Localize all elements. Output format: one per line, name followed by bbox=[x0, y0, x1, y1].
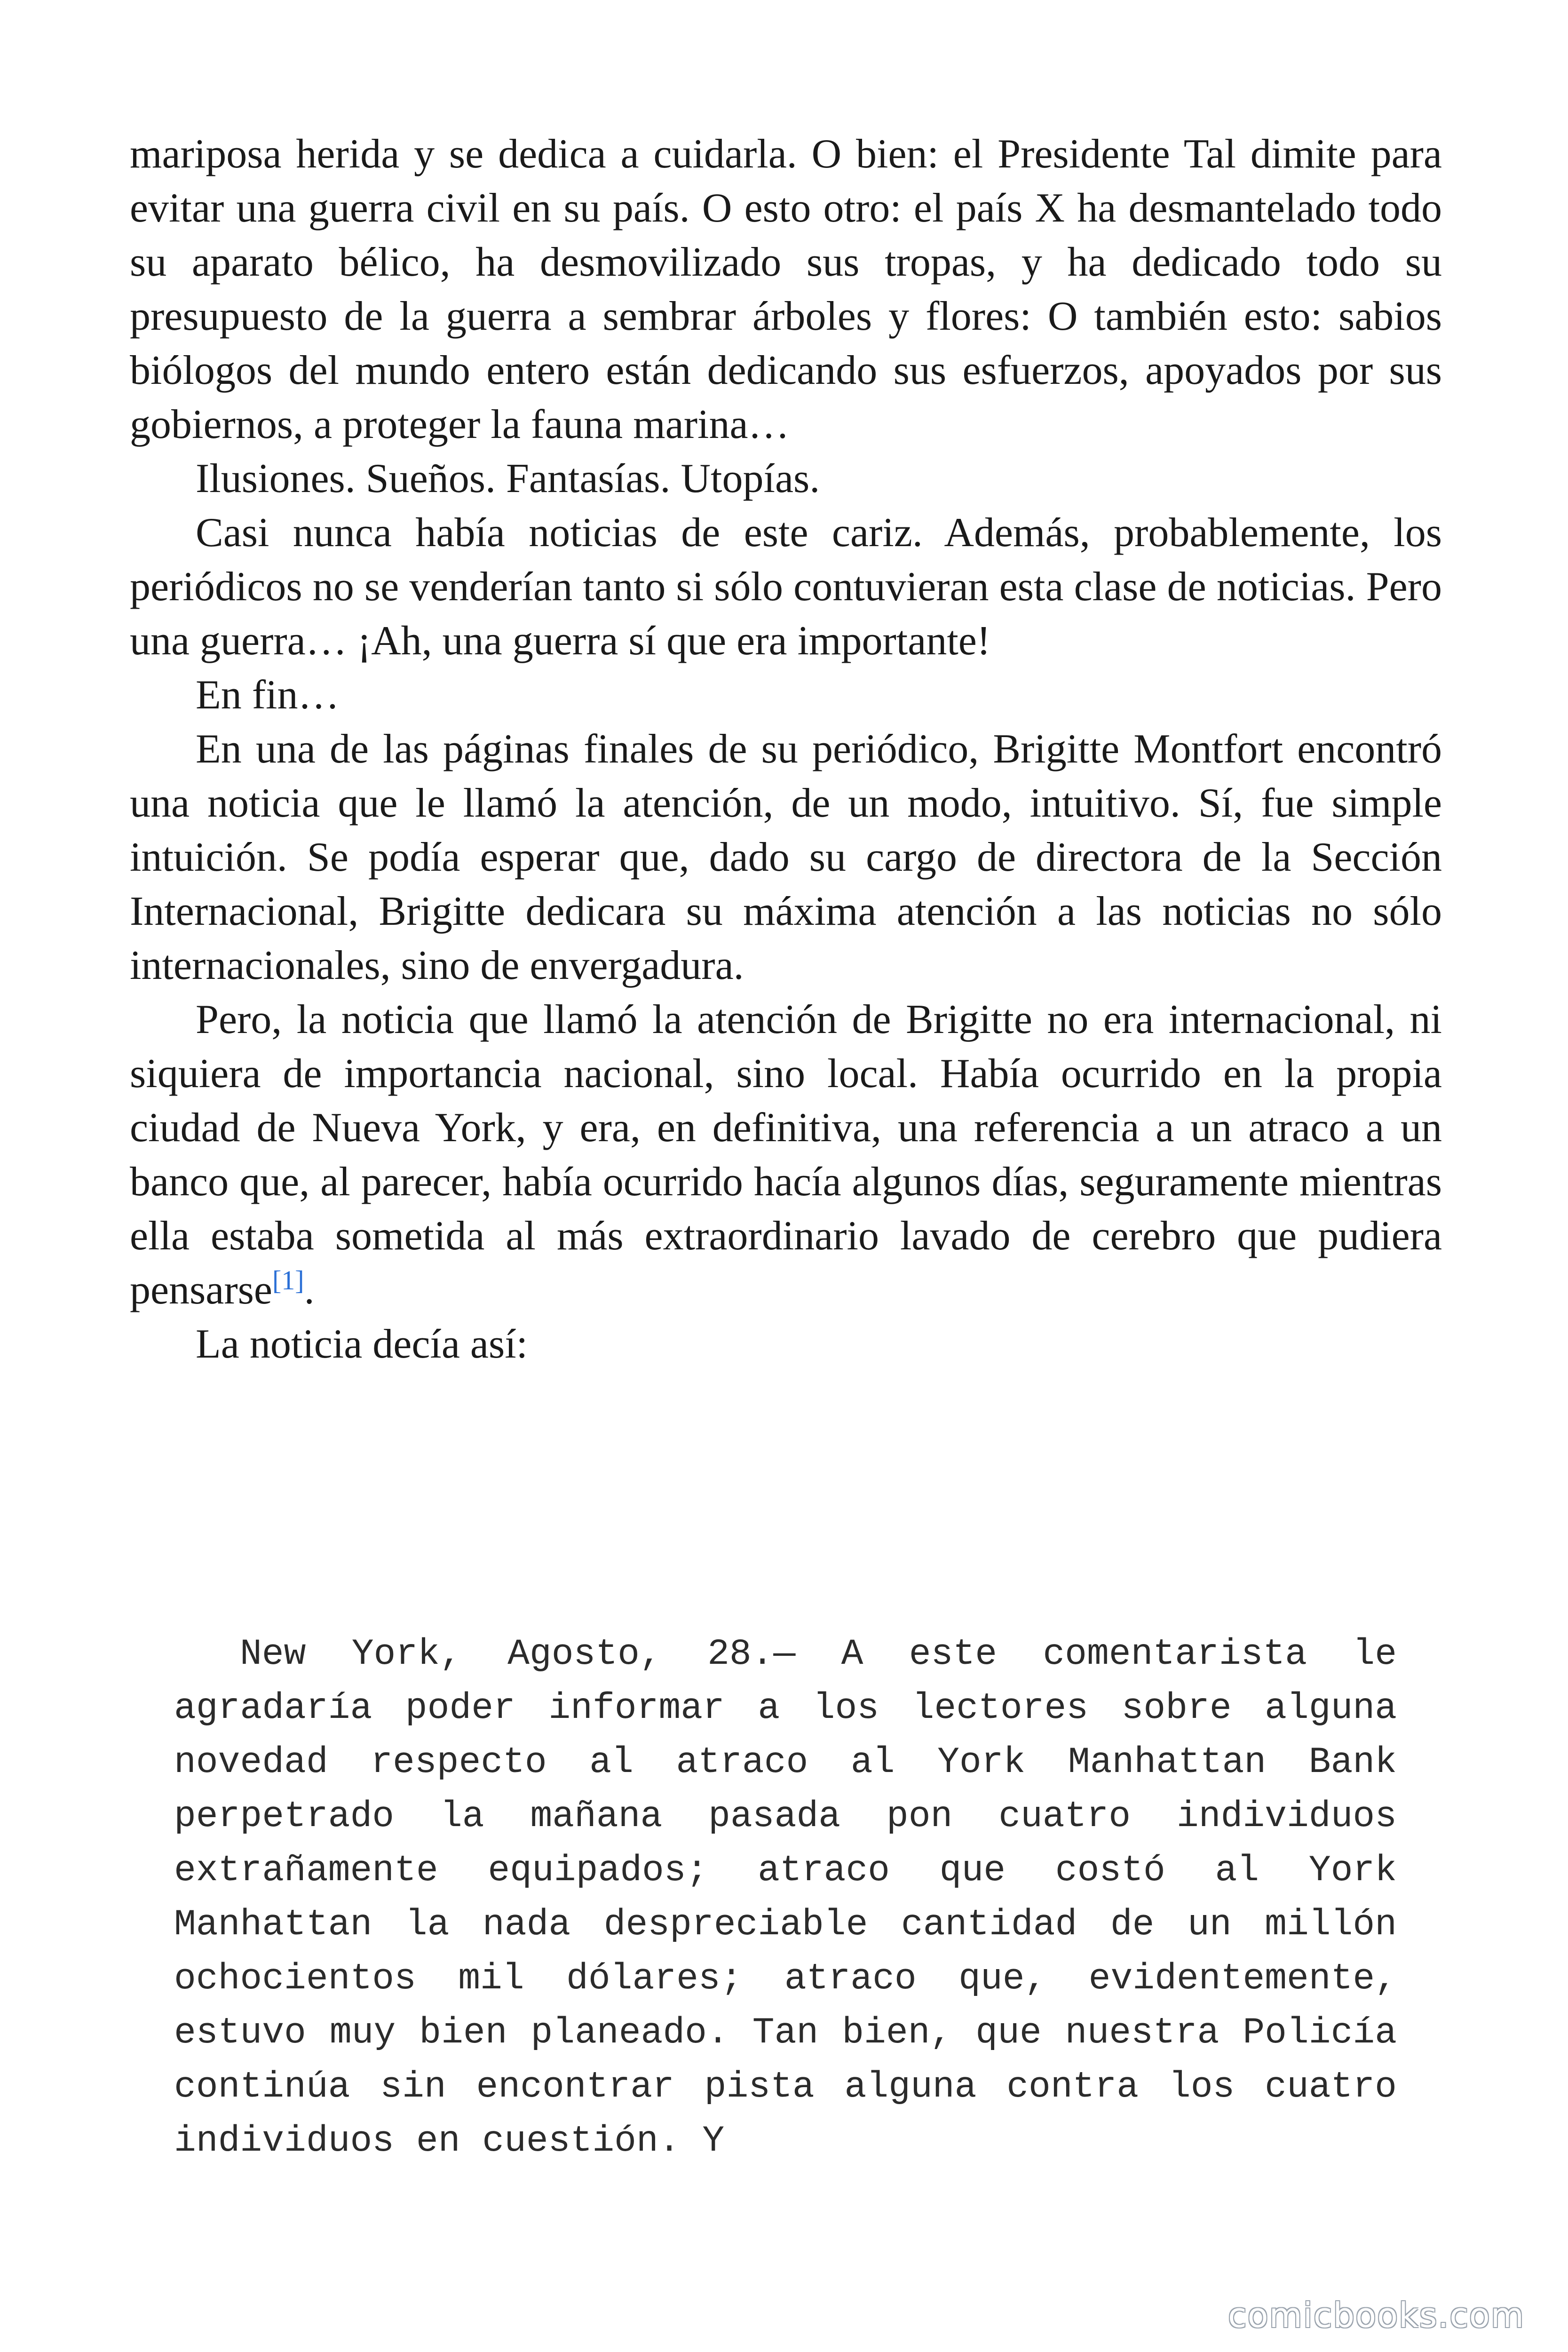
news-quote-block: New York, Agosto, 28.— A este comentarista le agradaría poder informar a los lectores sobre alguna novedad respecto al atraco al York Manhattan Bank perpetrado la mañana pasada pon cuatro individuos extrañamente equipados; atraco que costó al York Manhattan la nada despreciable cantidad de un millón ochocientos mil dólares; atraco que, evidentemente, estuvo muy bien planeado. Tan bien, que nuestra Policía continúa sin encontrar pista alguna contra los cuatro individuos en cuestión. Y bbox=[174, 1634, 1397, 2162]
paragraph-local-news-text: Pero, la noticia que llamó la atención de Brigitte no era internacional, ni siquiera de importancia nacional, sino local. Había ocurrido en la propia ciudad de Nueva York, y era, en definitiva, una referencia a un atraco a un banco que, al parecer, había ocurrido hacía algunos días, seguramente mientras ella estaba sometida al más extraordinario lavado de cerebro que pudiera pensarse bbox=[130, 997, 1442, 1313]
paragraph-news-intro: La noticia decía así: bbox=[196, 1321, 528, 1367]
paragraph-continuation: mariposa herida y se dedica a cuidarla. O bien: el Presidente Tal dimite para evitar una guerra civil en su país. O esto otro: el país X ha desmantelado todo su aparato bélico, ha desmovilizado sus tropas, y ha dedicado todo su presupuesto de la guerra a sembrar árboles y flores: O también esto: sabios biólogos del mundo entero están dedicando sus esfuerzos, apoyados por sus gobiernos, a proteger la fauna marina… bbox=[130, 131, 1442, 447]
paragraph-illusions: Ilusiones. Sueños. Fantasías. Utopías. bbox=[196, 456, 820, 501]
paragraph-en-fin: En fin… bbox=[196, 672, 340, 718]
paragraph-local-news bbox=[130, 993, 1442, 1317]
paragraph-news-tone: Casi nunca había noticias de este cariz. Además, probablemente, los periódicos no se venderían tanto si sólo contuvieran esta clase de noticias. Pero una guerra… ¡Ah, una guerra sí que era importante! bbox=[130, 510, 1442, 664]
book-page-text bbox=[130, 127, 1442, 1371]
watermark-logo: comicbooks.com bbox=[1227, 2296, 1525, 2335]
footnote-link[interactable]: [1] bbox=[272, 1265, 304, 1295]
paragraph-brigitte: En una de las páginas finales de su periódico, Brigitte Montfort encontró una noticia que le llamó la atención, de un modo, intuitivo. Sí, fue simple intuición. Se podía esperar que, dado su cargo de directora de la Sección Internacional, Brigitte dedicara su máxima atención a las noticias no sólo internacionales, sino de envergadura. bbox=[130, 726, 1442, 988]
paragraph-end-period: . bbox=[304, 1267, 315, 1313]
